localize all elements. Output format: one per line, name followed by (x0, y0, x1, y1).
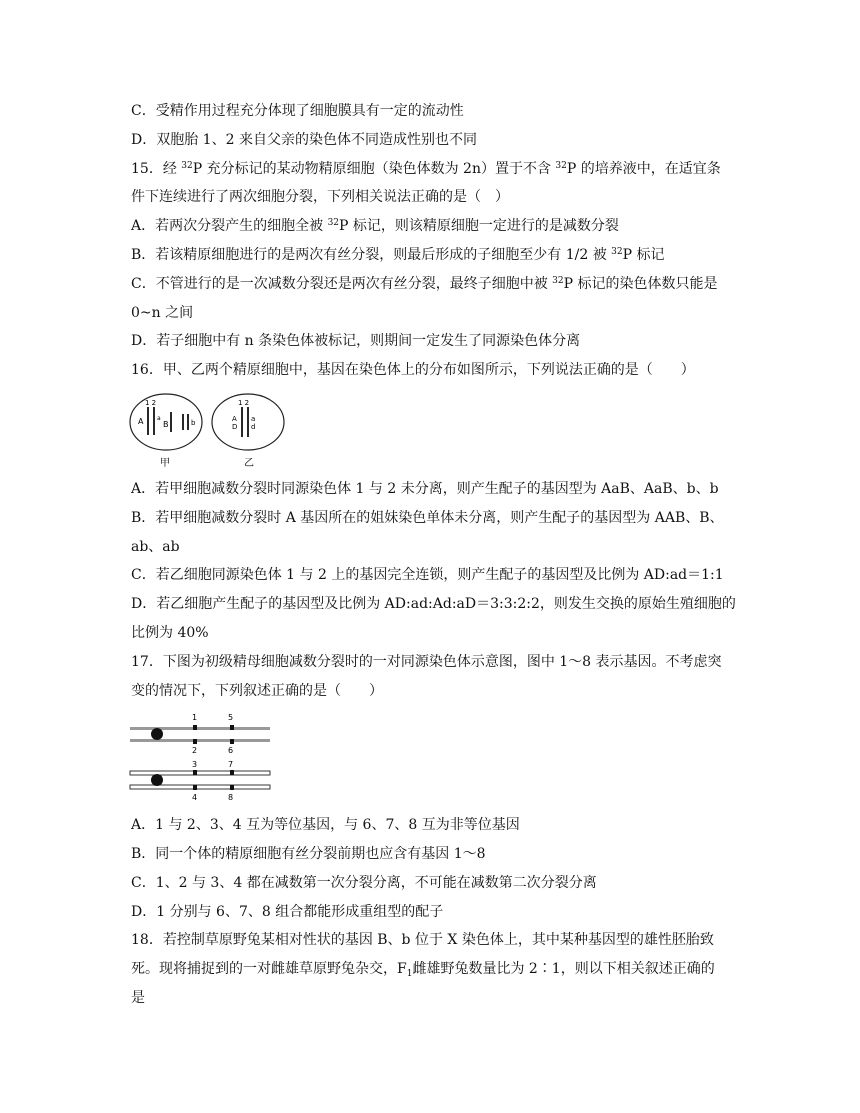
gene-number-1: 1 (192, 713, 198, 722)
option-17a: A．1 与 2、3、4 互为等位基因，与 6、7、8 互为非等位基因 (131, 817, 520, 833)
option-15c: C．不管进行的是一次减数分裂还是两次有丝分裂，最终子细胞中被 $^{32}$P 标记的染色体数只能是 (131, 276, 718, 292)
option-16b-cont: ab、ab (131, 539, 180, 555)
cell-yi-label: 乙 (244, 458, 254, 469)
gene-number-2: 2 (192, 746, 198, 755)
chromatid-2 (130, 739, 270, 742)
option-16b: B．若甲细胞减数分裂时 A 基因所在的姐妹染色单体未分离，则产生配子的基因型为 AAB、B、 (131, 510, 724, 526)
gene-B: B (163, 420, 169, 429)
question-15-stem-cont: 件下连续进行了两次细胞分裂，下列相关说法正确的是（ ） (131, 189, 509, 205)
option-16a: A．若甲细胞减数分裂时同源染色体 1 与 2 未分离，则产生配子的基因型为 AaB、AaB、b、b (131, 481, 719, 497)
jia-chromosome-numbers: 1 2 (145, 399, 157, 407)
option-17c: C．1、2 与 3、4 都在减数第一次分裂分离，不可能在减数第二次分裂分离 (131, 875, 597, 891)
option-15c-cont: 0~n 之间 (131, 305, 194, 321)
option-17b: B．同一个体的精原细胞有丝分裂前期也应含有基因 1～8 (131, 846, 486, 862)
cell-jia-label: 甲 (160, 458, 170, 469)
yi-gene-a: a (251, 415, 256, 423)
option-15b: B．若该精原细胞进行的是两次有丝分裂，则最后形成的子细胞至少有 1/2 被 $^{32}$P 标记 (131, 247, 665, 263)
figure-17-homologous-chromosomes (128, 711, 273, 805)
yi-chromosome-numbers: 1 2 (238, 399, 250, 407)
centromere-2 (151, 774, 163, 786)
gene-A: A (138, 417, 144, 426)
centromere-1 (151, 728, 163, 740)
question-17-stem: 17．下图为初级精母细胞减数分裂时的一对同源染色体示意图，图中 1～8 表示基因。不考虑突 (131, 654, 722, 670)
gene-number-4: 4 (192, 793, 198, 802)
gene-number-6: 6 (228, 746, 234, 755)
option-17d: D．1 分别与 6、7、8 组合都能形成重组型的配子 (131, 904, 444, 920)
option-15d: D．若子细胞中有 n 条染色体被标记，则期间一定发生了同源染色体分离 (131, 333, 581, 349)
chromatid-4 (130, 785, 270, 789)
gene-number-5: 5 (228, 713, 234, 722)
gene-number-3: 3 (192, 760, 198, 769)
question-17-stem-cont: 变的情况下，下列叙述正确的是（ ） (131, 683, 383, 699)
question-18-stem-end: 是 (131, 990, 145, 1006)
gene-number-7: 7 (228, 760, 234, 769)
question-18-stem-cont: 死。现将捕捉到的一对雌雄草原野兔杂交，$F_1$雌雄野兔数量比为 2∶1，则以下相关叙述正确的 (131, 961, 715, 979)
yi-gene-D: D (232, 423, 238, 431)
yi-gene-d: d (251, 423, 256, 431)
option-14c: C．受精作用过程充分体现了细胞膜具有一定的流动性 (131, 103, 464, 119)
chromatid-3 (130, 771, 270, 775)
chromatid-1 (130, 727, 270, 730)
gene-number-8: 8 (228, 793, 234, 802)
question-16-stem: 16．甲、乙两个精原细胞中，基因在染色体上的分布如图所示，下列说法正确的是（ ） (131, 362, 695, 378)
question-15-stem: 15．经 $^{32}$P 充分标记的某动物精原细胞（染色体数为 2n）置于不含 $^{32}$P 的培养液中，在适宜条 (131, 161, 721, 177)
gene-b: b (191, 419, 196, 427)
option-16d-cont: 比例为 40% (131, 625, 209, 641)
option-16d: D．若乙细胞产生配子的基因型及比例为 AD:ad:Ad:aD＝3:3:2:2，则发生交换的原始生殖细胞的 (131, 596, 736, 612)
option-14d: D．双胞胎 1、2 来自父亲的染色体不同造成性别也不同 (131, 132, 477, 148)
option-16c: C．若乙细胞同源染色体 1 与 2 上的基因完全连锁，则产生配子的基因型及比例为 AD:ad＝1:1 (131, 567, 724, 583)
yi-gene-A: A (232, 415, 237, 423)
option-15a: A．若两次分裂产生的细胞全被 $^{32}$P 标记，则该精原细胞一定进行的是减数分裂 (131, 218, 619, 234)
question-18-stem: 18．若控制草原野兔某相对性状的基因 B、b 位于 X 染色体上，其中某种基因型的雄性胚胎致 (131, 932, 714, 948)
gene-a: a (157, 415, 161, 422)
figure-16-cells (128, 390, 293, 472)
